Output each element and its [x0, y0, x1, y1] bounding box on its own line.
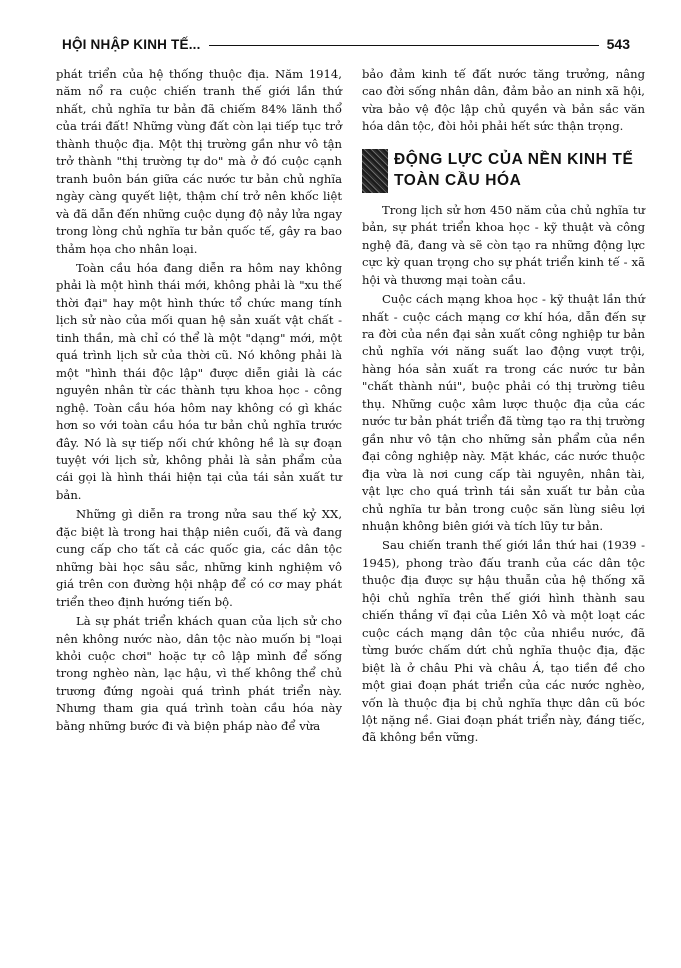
header-rule: [209, 45, 599, 46]
page-header: [62, 34, 630, 54]
body-paragraph: Toàn cầu hóa đang diễn ra hôm nay không phải là một hình thái mới, không phải là "xu thế thời đại" hay một hình thức tổ chức mang tính lịch sử nào của mối quan hệ sản xuất vật chất - tinh thần, mà chỉ có thể là một "dạng" mới, một quá trình lịch sử của thời cũ. Nó không phải là một "hình thái độc lập" được diễn giải là các nguyên nhân từ các thành tựu khoa học - công nghệ. Toàn cầu hóa hôm nay không có gì khác hơn so với toàn cầu hóa tư bản chủ nghĩa trước đây. Nó là sự tiếp nối chứ không hề là sự đoạn tuyệt với lịch sử, không phải là sản phẩm của cái gọi là hình thái hiện tại của tái sản xuất tư bản.: [56, 260, 342, 502]
body-paragraph: Sau chiến tranh thế giới lần thứ hai (1939 - 1945), phong trào đấu tranh của các dân tộc thuộc địa được sự hậu thuẫn của hệ thống xã hội chủ nghĩa trên thế giới hình thành sau chiến thắng vĩ đại của Liên Xô và một loạt các cuộc cách mạng dân tộc của nhiều nước, đã từng bước chấm dứt chủ nghĩa thuộc địa, đặc biệt là ở châu Phi và châu Á, tạo tiền đề cho một giai đoạn phát triển của các nước nghèo, vốn là thuộc địa bị chủ nghĩa thực dân cũ bóc lột nặng nề. Giai đoạn phát triển này, đáng tiếc, đã không bền vững.: [362, 538, 645, 745]
body-paragraph: Là sự phát triển khách quan của lịch sử cho nên không nước nào, dân tộc nào muốn bị "loại khỏi cuộc chơi" hoặc tự cô lập mình để sống trong nghèo nàn, lạc hậu, vì thế không thể chủ trương đứng ngoài quá trình phát triển này. Nhưng tham gia quá trình toàn cầu hóa này bằng những bước đi và biện pháp nào để vừa: [56, 614, 342, 733]
page-number: 543: [606, 36, 630, 52]
section-heading-block: [362, 149, 645, 193]
section-heading: [394, 149, 633, 191]
body-paragraph: Những gì diễn ra trong nửa sau thế kỷ XX, đặc biệt là trong hai thập niên cuối, đã và đang cung cấp cho tất cả các quốc gia, các dân tộc những bài học sâu sắc, những kinh nghiệm vô giá trên con đường hội nhập để có cơ may phát triển theo định hướng tiến bộ.: [56, 507, 342, 609]
section-heading-line: ĐỘNG LỰC CỦA NỀN KINH TẾ: [394, 150, 634, 168]
body-paragraph: Trong lịch sử hơn 450 năm của chủ nghĩa tư bản, sự phát triển khoa học - kỹ thuật và công nghệ đã, đang và sẽ còn tạo ra những động lực cực kỳ quan trọng cho sự phát triển kinh tế - xã hội và thương mại toàn cầu.: [362, 202, 645, 287]
body-paragraph: Cuộc cách mạng khoa học - kỹ thuật lần thứ nhất - cuộc cách mạng cơ khí hóa, dẫn đến sự ra đời của nền đại sản xuất công nghiệp tư bản chủ nghĩa với năng suất lao động vượt trội, hàng hóa sản xuất ra trong các nước tư bản "chất thành núi", buộc phải có thị trường tiêu thụ. Những cuộc xâm lược thuộc địa của các nước tư bản phát triển đã từng tạo ra thị trường gần như vô tận cho những sản phẩm của nền đại công nghiệp này. Mặt khác, các nước thuộc địa vừa là nơi cung cấp tài nguyên, nhân tài, vật lực cho quá trình tái sản xuất tư bản của chủ nghĩa tư bản trong cuộc săn lùng siêu lợi nhuận không biên giới và tích lũy tư bản.: [362, 292, 645, 533]
body-paragraph: bảo đảm kinh tế đất nước tăng trưởng, nâng cao đời sống nhân dân, đảm bảo an ninh xã hội, vừa bảo vệ độc lập chủ quyền và bản sắc văn hóa dân tộc, đòi hỏi phải hết sức thận trọng.: [362, 67, 645, 134]
body-paragraph: phát triển của hệ thống thuộc địa. Năm 1914, năm nổ ra cuộc chiến tranh thế giới lần thứ nhất, chủ nghĩa tư bản đã chiếm 84% lãnh thổ của trái đất! Những vùng đất còn lại tiếp tục trở thành thuộc địa. Một thị trường gần như vô tận trở thành "thị trường tự do" mà ở đó cuộc cạnh tranh buôn bán giữa các nước tư bản chủ nghĩa ngày càng quyết liệt, thậm chí trở nên khốc liệt và đã dẫn đến những cuộc dụng độ nảy lửa ngay trong lòng chủ nghĩa tư bản quốc tế, gây ra bao thảm họa cho nhân loại.: [56, 67, 342, 256]
right-column: [362, 66, 645, 747]
running-title: HỘI NHẬP KINH TẾ...: [62, 36, 201, 52]
left-column: [56, 66, 342, 735]
section-heading-line: TOÀN CẦU HÓA: [394, 171, 522, 189]
section-marker-icon: [362, 149, 388, 193]
